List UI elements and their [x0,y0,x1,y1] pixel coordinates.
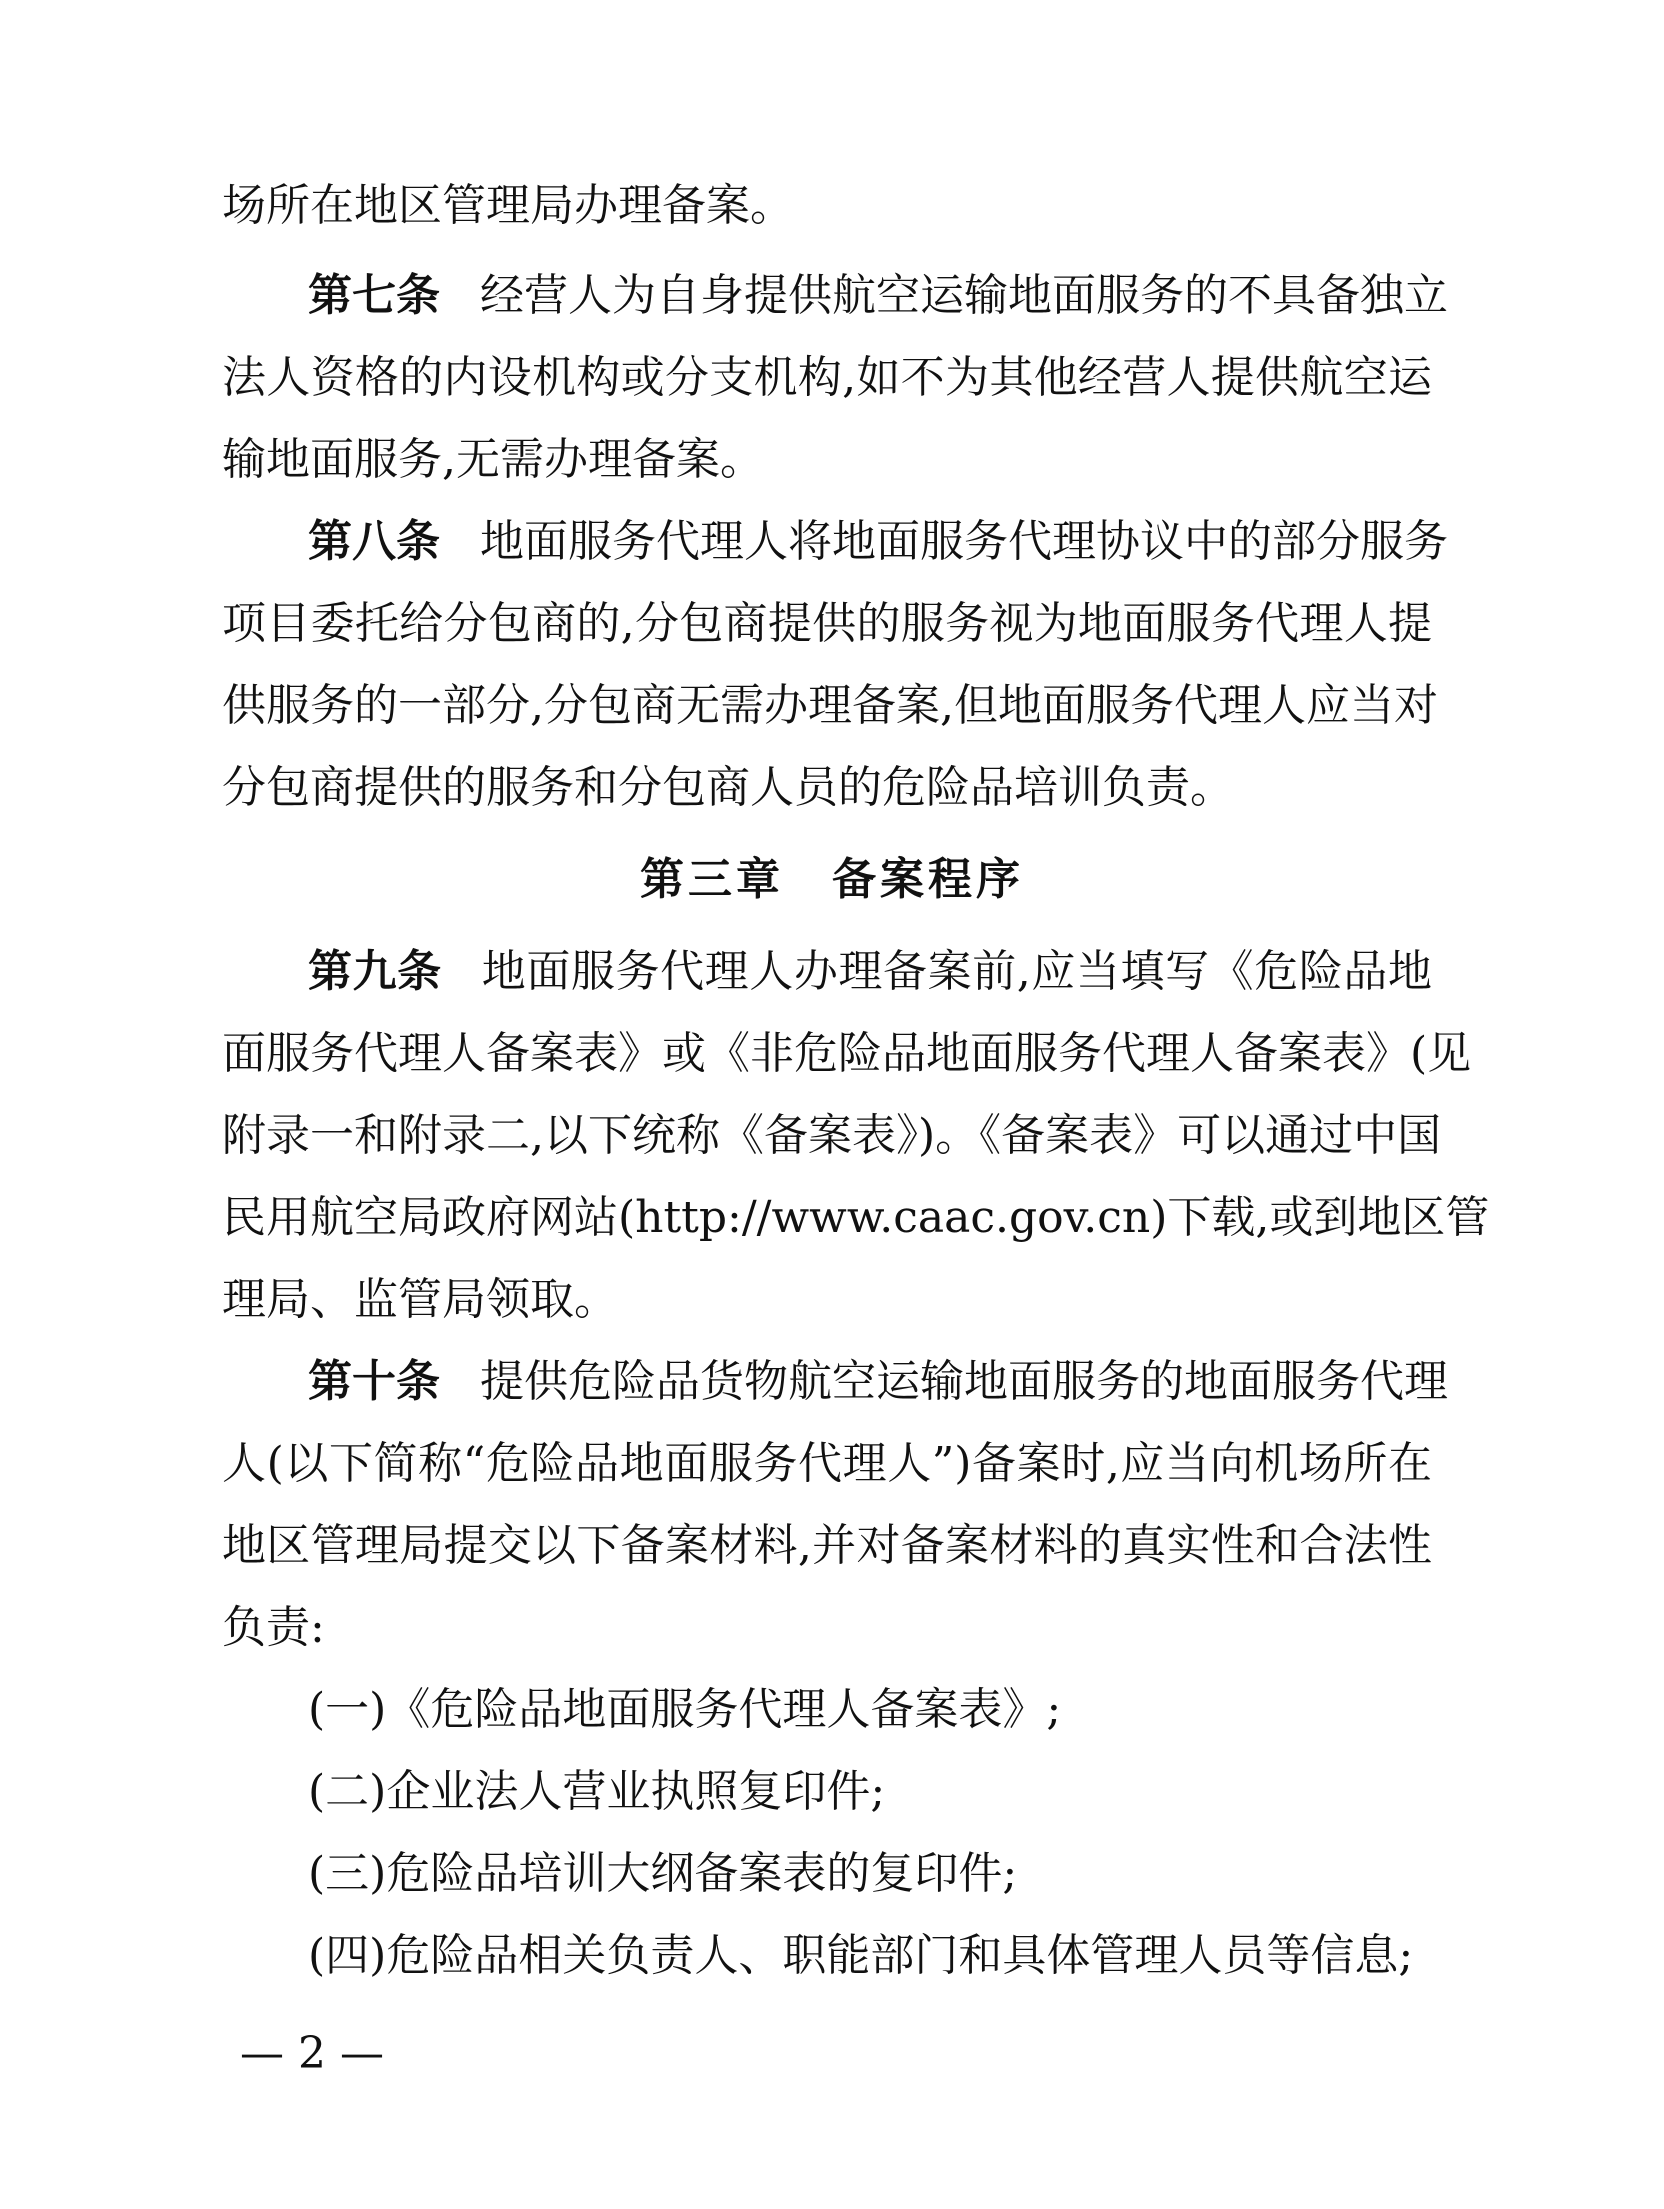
text-line: 地面服务代理人将地面服务代理协议中的部分服务 [480,516,1448,567]
text-line: 法人资格的内设机构或分支机构,如不为其他经营人提供航空运 [222,352,1432,403]
text-line: 供服务的一部分,分包商无需办理备案,但地面服务代理人应当对 [222,680,1438,731]
text-line: 场所在地区管理局办理备案。 [222,180,794,231]
text-line: 分包商提供的服务和分包商人员的危险品培训负责。 [222,762,1234,813]
text-line: 理局、监管局领取。 [222,1274,618,1325]
article-7-heading: 第七条 [308,270,440,321]
text-line: 附录一和附录二,以下统称《备案表》)。《备案表》可以通过中国 [222,1110,1442,1161]
text-line: 负责: [222,1602,325,1653]
chapter-title: 第三章 备案程序 [640,854,1024,905]
text-line: 提供危险品货物航空运输地面服务的地面服务代理 [480,1356,1448,1407]
text-line: 输地面服务,无需办理备案。 [222,434,764,485]
article-7-first-line [308,270,1448,321]
text-line: 地区管理局提交以下备案材料,并对备案材料的真实性和合法性 [222,1520,1432,1571]
page-number: — 2 — [240,2028,384,2079]
article-10-first-line [308,1356,1448,1407]
text-line: 人(以下简称“危险品地面服务代理人”)备案时,应当向机场所在 [222,1438,1432,1489]
text-line: 地面服务代理人办理备案前,应当填写《危险品地 [481,946,1433,997]
list-item: (三)危险品培训大纲备案表的复印件; [308,1848,1018,1899]
article-9-heading: 第九条 [308,946,442,997]
list-item: (一)《危险品地面服务代理人备案表》; [308,1684,1062,1735]
text-line: 经营人为自身提供航空运输地面服务的不具备独立 [480,270,1448,321]
article-10-heading: 第十条 [308,1356,440,1407]
article-8-heading: 第八条 [308,516,440,567]
article-8-first-line [308,516,1448,567]
list-item: (二)企业法人营业执照复印件; [308,1766,886,1817]
list-item: (四)危险品相关负责人、职能部门和具体管理人员等信息; [308,1930,1414,1981]
text-line: 民用航空局政府网站(http://www.caac.gov.cn)下载,或到地区管 [222,1192,1490,1243]
text-line: 面服务代理人备案表》或《非危险品地面服务代理人备案表》(见 [222,1028,1472,1079]
text-line: 项目委托给分包商的,分包商提供的服务视为地面服务代理人提 [222,598,1432,649]
article-9-first-line [308,946,1433,997]
